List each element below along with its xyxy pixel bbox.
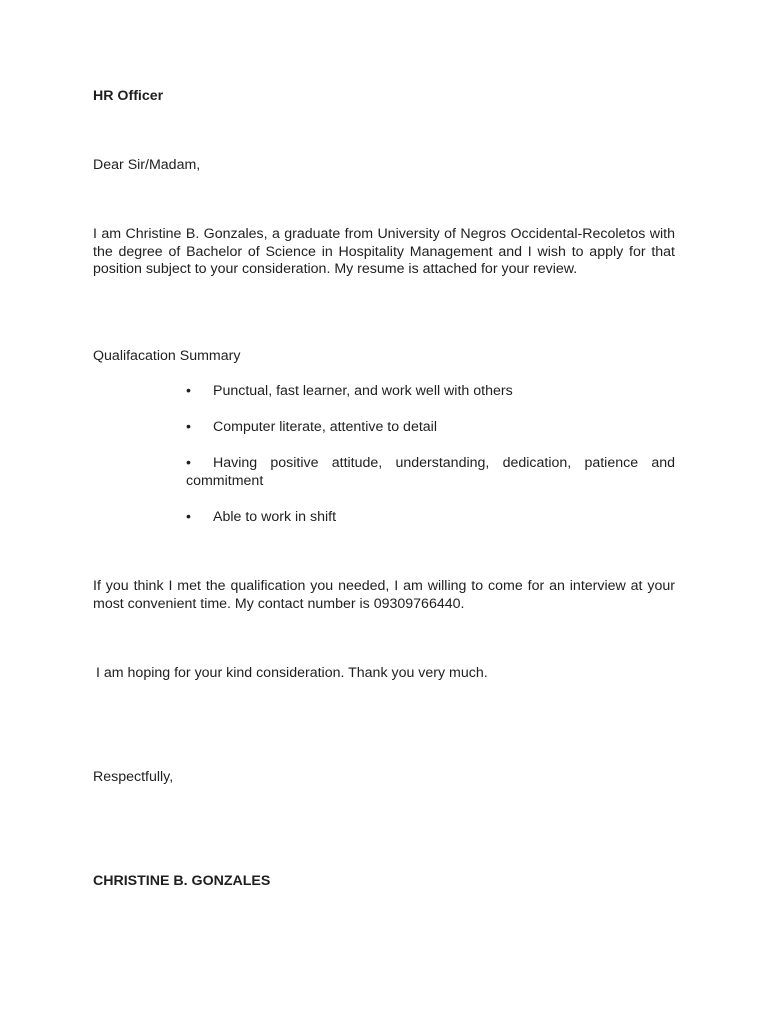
bullet-icon: • xyxy=(186,419,191,435)
bullet-icon: • xyxy=(186,383,191,399)
qualification-text: Having positive attitude, understanding, dedication, patience and commitment xyxy=(186,455,675,489)
valediction: Respectfully, xyxy=(93,769,174,785)
signature-name: CHRISTINE B. GONZALES xyxy=(93,873,271,889)
bullet-icon: • xyxy=(186,455,191,471)
intro-paragraph: I am Christine B. Gonzales, a graduate from University of Negros Occidental-Recoletos with the degree of Bachelor of Science in Hospitality Management and I wish to apply for that position subject to your consideration. My resume is attached for your review. xyxy=(93,226,675,277)
qualification-item xyxy=(186,454,675,490)
contact-paragraph: If you think I met the qualification you needed, I am willing to come for an interview at your most convenient time. My contact number is 09309766440. xyxy=(93,578,675,612)
qualification-text: Punctual, fast learner, and work well with others xyxy=(213,383,513,399)
salutation: Dear Sir/Madam, xyxy=(93,157,201,173)
qualification-item xyxy=(186,418,675,436)
recipient-line: HR Officer xyxy=(93,88,164,104)
qualification-text: Computer literate, attentive to detail xyxy=(213,419,437,435)
closing-paragraph: I am hoping for your kind consideration. Thank you very much. xyxy=(96,665,488,681)
summary-heading: Qualifacation Summary xyxy=(93,348,241,364)
qualification-text: Able to work in shift xyxy=(213,509,337,525)
qualification-item xyxy=(186,382,675,400)
qualification-item xyxy=(186,508,675,526)
bullet-icon: • xyxy=(186,509,191,525)
